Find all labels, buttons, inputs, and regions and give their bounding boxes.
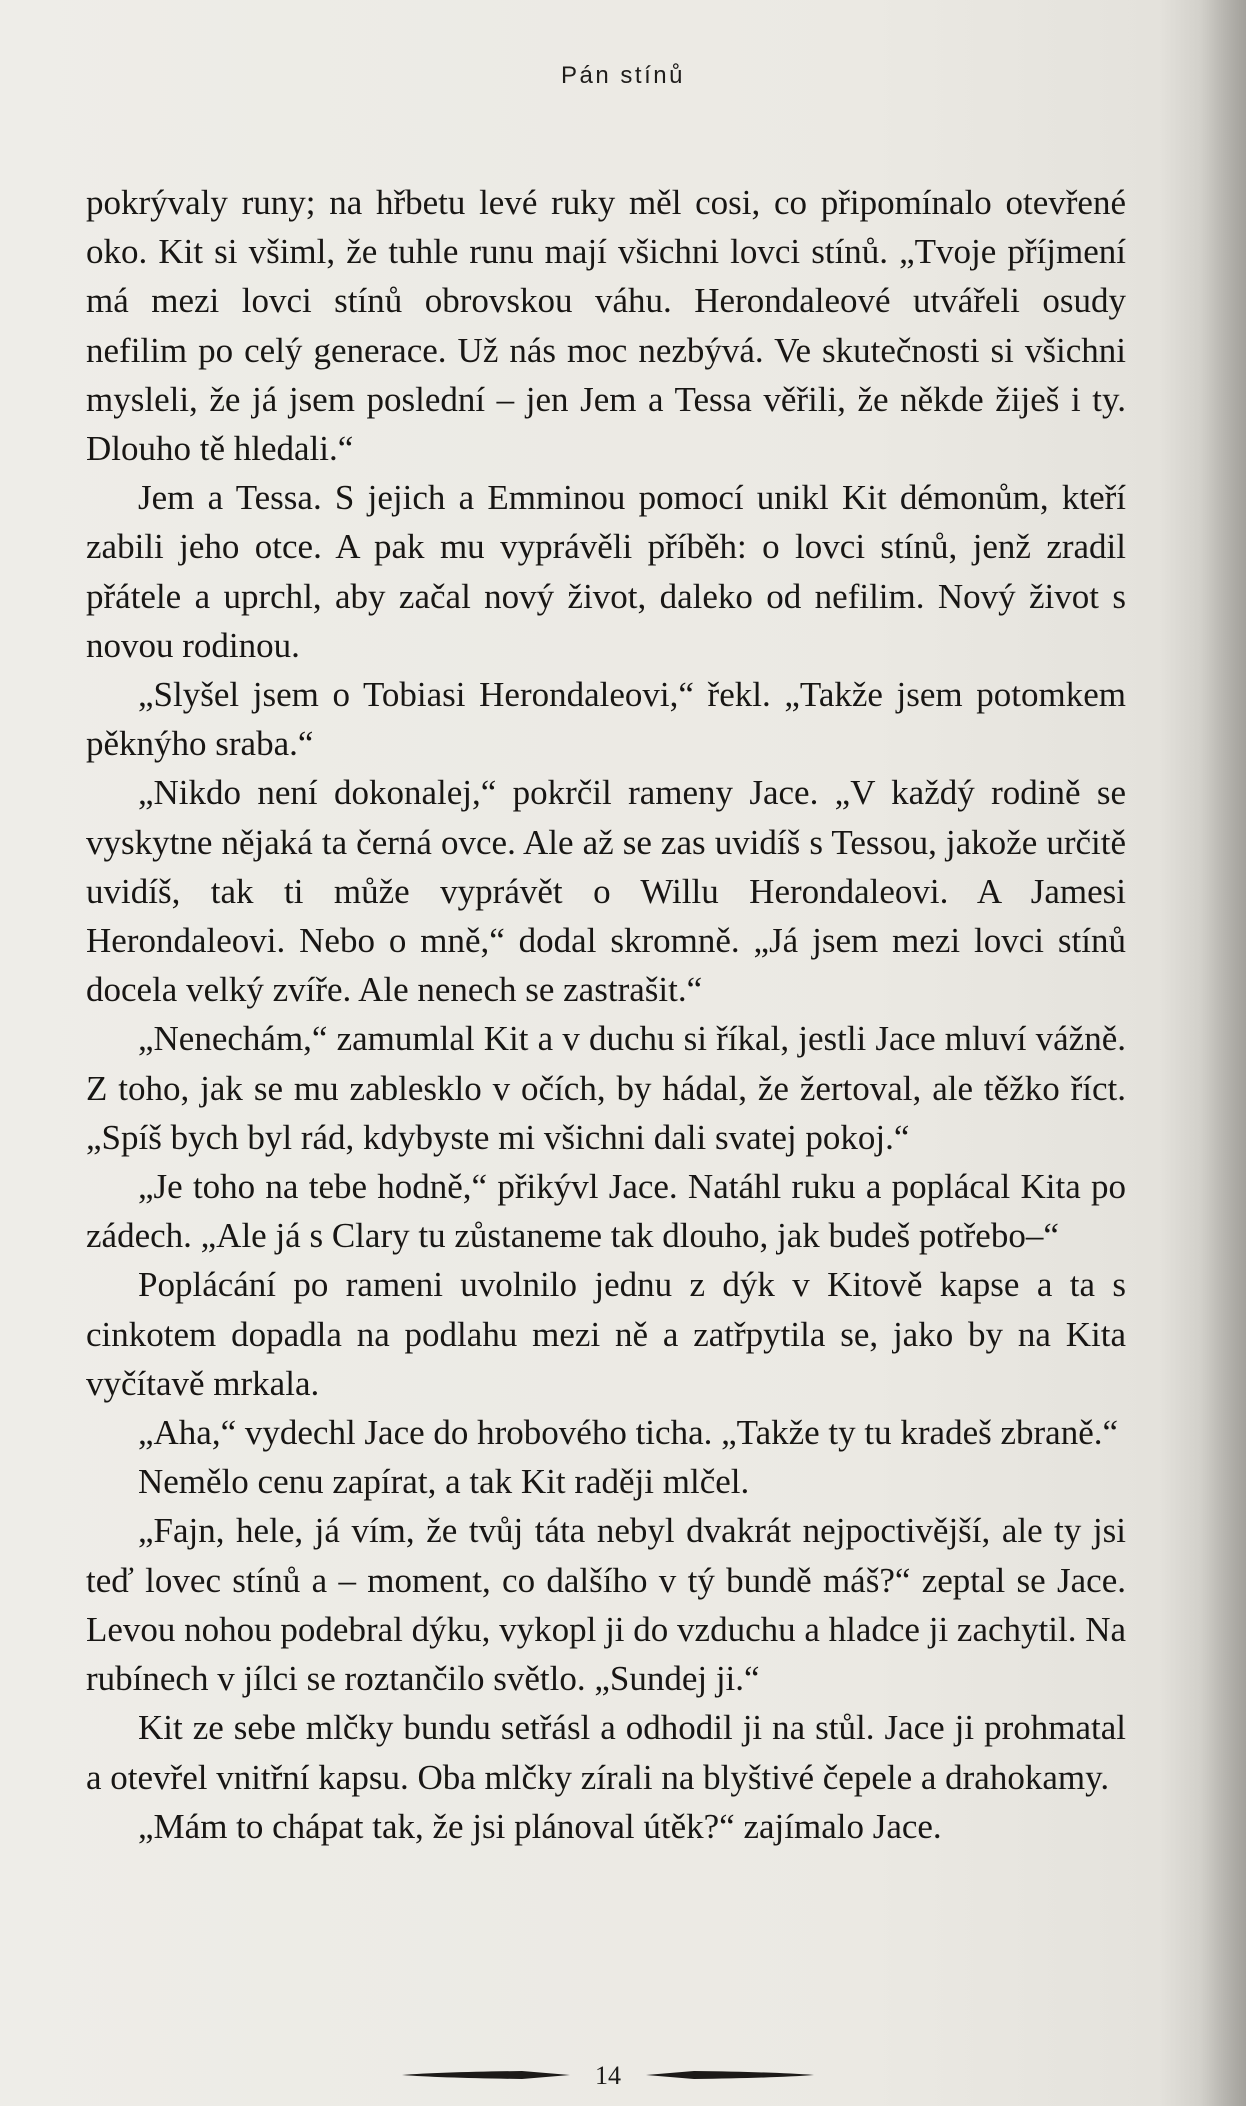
body-text [86,178,1126,1851]
paragraph: Jem a Tessa. S jejich a Emminou pomocí unikl Kit démonům, kteří zabili jeho otce. A pak mu vyprávěli příběh: o lovci stínů, jenž zradil přátele a uprchl, aby začal nový život, daleko od nefilim. Nový život s novou rodinou. [86,478,1126,665]
paragraph: „Mám to chápat tak, že jsi plánoval útěk?“ zajímalo Jace. [138,1806,942,1846]
paragraph: „Slyšel jsem o Tobiasi Herondaleovi,“ řekl. „Takže jsem potomkem pěknýho sraba.“ [86,675,1126,764]
paragraph: „Nenechám,“ zamumlal Kit a v duchu si říkal, jestli Jace mluví vážně. Z toho, jak se mu zablesklo v očích, by hádal, že žertoval, ale těžko říct. „Spíš bych byl rád, kdybyste mi všichni dali svatej pokoj.“ [86,1019,1126,1157]
paragraph: Poplácání po rameni uvolnilo jednu z dýk v Kitově kapse a ta s cinkotem dopadla na podlahu mezi ně a zatřpytila se, jako by na Kita vyčítavě mrkala. [86,1265,1126,1403]
paragraph: „Je toho na tebe hodně,“ přikývl Jace. Natáhl ruku a poplácal Kita po zádech. „Ale já s Clary tu zůstaneme tak dlouho, jak budeš potřebo–“ [86,1167,1126,1256]
paragraph: „Nikdo není dokonalej,“ pokrčil rameny Jace. „V každý rodině se vyskytne nějaká ta černá ovce. Ale až se zas uvidíš s Tessou, jakože určitě uvidíš, tak ti může vyprávět o Willu Herondaleovi. A Jamesi Herondaleovi. Nebo o mně,“ dodal skromně. „Já jsem mezi lovci stínů docela velký zvíře. Ale nenech se zastrašit.“ [86,773,1126,1010]
paragraph: „Aha,“ vydechl Jace do hrobového ticha. „Takže ty tu kradeš zbraně.“ [138,1413,1119,1453]
ornament-left-icon [402,2069,570,2081]
page-gutter-shadow [1200,0,1246,2106]
running-head: Pán stínů [561,62,685,89]
page-number: 14 [595,2061,621,2090]
folio [0,2061,1246,2091]
paragraph: Kit ze sebe mlčky bundu setřásl a odhodil ji na stůl. Jace ji prohmatal a otevřel vnitřní kapsu. Oba mlčky zírali na blyštivé čepele a drahokamy. [86,1708,1126,1797]
ornament-right-icon [646,2069,814,2081]
paragraph: Nemělo cenu zapírat, a tak Kit raději mlčel. [138,1462,750,1502]
paragraph: pokrývaly runy; na hřbetu levé ruky měl cosi, co připomínalo otevřené oko. Kit si všiml, že tuhle runu mají všichni lovci stínů. „Tvoje příjmení má mezi lovci stínů obrovskou váhu. Herondaleové utvářeli osudy nefilim po celý generace. Už nás moc nezbývá. Ve skutečnosti si všichni mysleli, že já jsem poslední – jen Jem a Tessa věřili, že někde žiješ i ty. Dlouho tě hledali.“ [86,183,1126,469]
paragraph: „Fajn, hele, já vím, že tvůj táta nebyl dvakrát nejpoctivější, ale ty jsi teď lovec stínů a – moment, co dalšího v tý bundě máš?“ zeptal se Jace. Levou nohou podebral dýku, vykopl ji do vzduchu a hladce ji zachytil. Na rubínech v jílci se roztančilo světlo. „Sundej ji.“ [86,1511,1127,1699]
